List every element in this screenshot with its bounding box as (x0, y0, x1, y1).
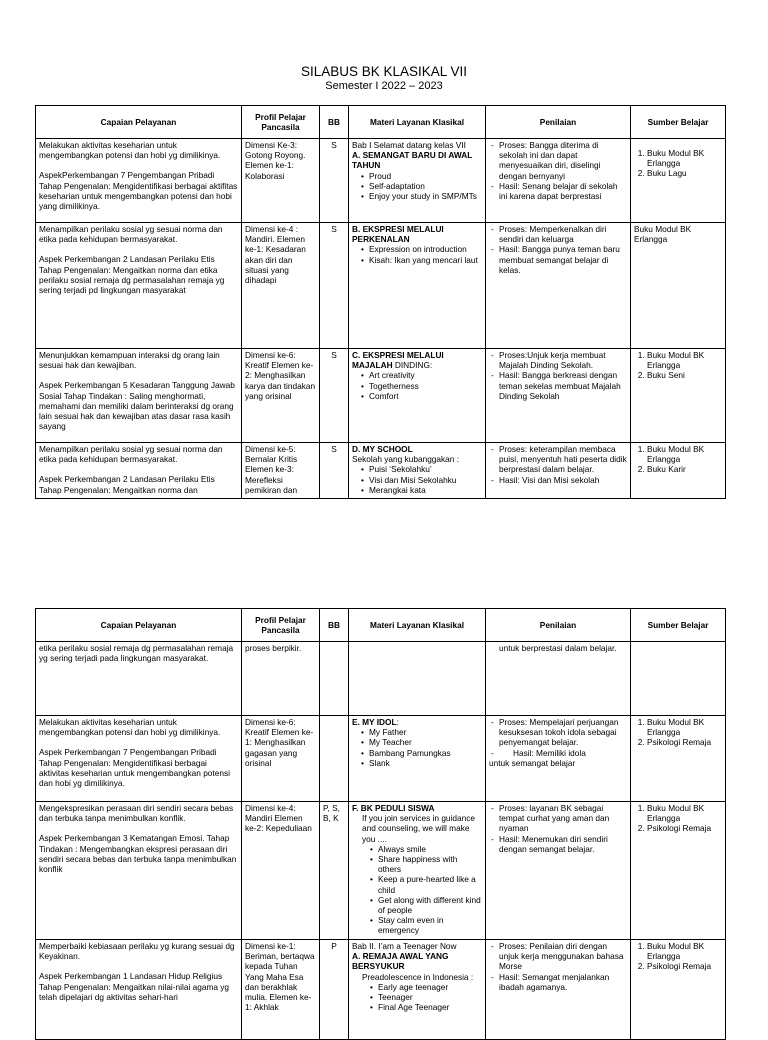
penilaian-proses: - Proses: Bangga diterima di sekolah ini dan dapat menyesuaikan diri, diselingi dengan bernyanyi (499, 140, 627, 181)
capaian-text: Mengekspresikan perasaan diri sendiri secara bebas dan terbuka tanpa menimbulkan konflik. (39, 803, 234, 824)
materi-cell (349, 802, 486, 940)
table-row (36, 716, 726, 802)
materi-cell (349, 443, 486, 499)
capaian-cell (36, 223, 242, 349)
materi-intro: Bab I Selamat datang kelas VII (352, 140, 466, 150)
profil-cell: Dimensi ke-4: Mandiri Elemen ke-2: Kepeduliaan (242, 802, 320, 940)
list-item: • Puisi ‘Sekolahku’ (369, 464, 482, 474)
penilaian-cell (486, 349, 631, 443)
materi-title: E. MY IDOL (352, 717, 397, 727)
bb-cell: S (320, 443, 349, 499)
sumber-item: 1. Buku Modul BK Erlangga (647, 717, 722, 737)
bb-cell: S (320, 223, 349, 349)
list-item: • Share happiness with others (378, 854, 482, 874)
sumber-item: 2. Psikologi Remaja (647, 823, 722, 833)
penilaian-hasil: - Hasil: Bangga punya teman baru membuat semangat belajar di kelas. (499, 244, 627, 275)
penilaian-cell (486, 802, 631, 940)
capaian-text: Menunjukkan kemampuan interaksi dg orang lain sesuai hak dan kewajiban. (39, 350, 220, 371)
penilaian-cell (486, 443, 631, 499)
materi-title: D. MY SCHOOL (352, 444, 413, 454)
capaian-text: Melakukan aktivitas keseharian untuk mengembangkan potensi dan hobi yg dimilikinya. (39, 717, 221, 738)
list-item: • Self-adaptation (369, 181, 482, 191)
list-item: • Always smile (378, 844, 482, 854)
table-row (36, 349, 726, 443)
profil-cell: proses berpikir. (242, 642, 320, 716)
list-item: • Early age teenager (378, 982, 482, 992)
header-profil: Profil Pelajar Pancasila (242, 609, 320, 642)
header-capaian: Capaian Pelayanan (36, 609, 242, 642)
bb-cell (320, 716, 349, 802)
list-item: • Bambang Pamungkas (369, 748, 482, 758)
penilaian-hasil: - Hasil: Menemukan diri sendiri dengan semangat belajar. (499, 834, 627, 854)
sumber-cell (631, 443, 726, 499)
materi-intro: Bab II. I’am a Teenager Now (352, 941, 457, 951)
header-profil: Profil Pelajar Pancasila (242, 106, 320, 139)
table-row (36, 642, 726, 716)
materi-title-suffix: : (396, 717, 399, 727)
syllabus-title: SILABUS BK KLASIKAL VII (300, 64, 468, 79)
capaian-cell: etika perilaku sosial remaja dg permasalahan remaja yg sering terjadi pada lingkungan masyarakat. (36, 642, 242, 716)
sumber-item: 1. Buku Modul BK Erlangga (647, 941, 722, 961)
capaian-aspect: Aspek Perkembangan 2 Landasan Perilaku Etis Tahap Pengenalan: Mengaitkan norma dan (39, 474, 215, 495)
sumber-item: 1. Buku Modul BK Erlangga (647, 350, 722, 370)
sumber-cell (631, 802, 726, 940)
bb-cell: S (320, 349, 349, 443)
list-item: • Kisah: Ikan yang mencari laut (369, 255, 482, 265)
penilaian-hasil: - Hasil: Senang belajar di sekolah ini karena dapat berprestasi (499, 181, 627, 201)
penilaian-cell (486, 139, 631, 223)
materi-cell (349, 349, 486, 443)
sumber-item: 2. Buku Seni (647, 370, 722, 380)
penilaian-proses: - Proses: Penilaian diri dengan unjuk kerja menggunakan bahasa Morse (499, 941, 627, 972)
list-item: • Stay calm even in emergency (378, 915, 482, 935)
capaian-text: Menampilkan perilaku sosial yg sesuai norma dan etika pada kehidupan bermasyarakat. (39, 224, 223, 245)
table-row (36, 139, 726, 223)
sumber-item: 1. Buku Modul BK Erlangga (647, 803, 722, 823)
materi-cell (349, 139, 486, 223)
penilaian-proses: - Proses: Memperkenalkan diri sendiri dan keluarga (499, 224, 627, 244)
penilaian-hasil: - Hasil: Semangat menjalankan ibadah agamanya. (499, 972, 627, 992)
bb-cell: P, S, B, K (320, 802, 349, 940)
header-capaian: Capaian Pelayanan (36, 106, 242, 139)
materi-cell (349, 223, 486, 349)
capaian-aspect: Aspek Perkembangan 1 Landasan Hidup Religius Tahap Pengenalan: Mengaitkan nilai-nilai agama yg telah dipelajari dg aktivitas sehari-hari (39, 971, 230, 1002)
profil-cell: Dimensi ke-1: Beriman, bertaqwa kepada Tuhan Yang Maha Esa dan berakhlak mulia. Elemen ke-1: Akhlak (242, 940, 320, 1040)
capaian-aspect: Aspek Perkembangan 3 Kematangan Emosi. Tahap Tindakan : Mengembangkan ekspresi perasaan diri sendiri secara bebas dan terbuka tanpa menimbulkan konflik (39, 833, 237, 875)
penilaian-cell (486, 642, 631, 716)
materi-cell (349, 642, 486, 716)
semester-subtitle: Semester I 2022 – 2023 (325, 80, 443, 92)
list-item: • Slank (369, 758, 482, 768)
penilaian-proses: - Proses: Mempelajari perjuangan kesuksesan tokoh idola sebagai penyemangat belajar. (499, 717, 627, 748)
materi-cell (349, 716, 486, 802)
header-penilaian: Penilaian (486, 609, 631, 642)
sumber-cell (631, 349, 726, 443)
capaian-cell (36, 940, 242, 1040)
table-row (36, 940, 726, 1040)
profil-cell: Dimensi ke-6: Kreatif Elemen ke-1: Menghasilkan gagasan yang orisinal (242, 716, 320, 802)
list-item: • Proud (369, 171, 482, 181)
header-bb: BB (320, 106, 349, 139)
sumber-cell (631, 139, 726, 223)
sumber-item: 2. Buku Lagu (647, 168, 722, 178)
syllabus-table-2 (35, 608, 726, 1040)
list-item: • Final Age Teenager (378, 1002, 482, 1012)
sumber-item: 2. Psikologi Remaja (647, 961, 722, 971)
materi-subtitle: If you join services in guidance and counseling, we will make you .... (362, 813, 475, 844)
sumber-item: 2. Psikologi Remaja (647, 737, 722, 747)
syllabus-table-1 (35, 105, 726, 499)
list-item: • Art creativity (369, 370, 482, 380)
sumber-item: 2. Buku Karir (647, 464, 722, 474)
materi-subtitle: Preadolescence in Indonesia : (362, 971, 474, 982)
capaian-aspect: Aspek Perkembangan 2 Landasan Perilaku Etis Tahap Pengenalan: Mengaitkan norma dan etika perilaku sosial remaja dg permasalahan remaja yg sering terjadi pd lingkungan masyarakat (39, 254, 225, 296)
sumber-cell (631, 642, 726, 716)
capaian-cell (36, 349, 242, 443)
penilaian-hasil: - Hasil: Bangga berkreasi dengan teman sekelas membuat Majalah Dinding Sekolah (499, 370, 627, 401)
materi-title: F. BK PEDULI SISWA (352, 803, 435, 813)
list-item: • Togetherness (369, 381, 482, 391)
penilaian-continuation: untuk berprestasi dalam belajar. (499, 643, 617, 653)
bb-cell: P (320, 940, 349, 1040)
penilaian-proses: - Proses:Unjuk kerja membuat Majalah Dinding Sekolah. (499, 350, 627, 370)
sumber-cell (631, 716, 726, 802)
materi-title: A. REMAJA AWAL YANG BERSYUKUR (352, 951, 449, 972)
header-materi: Materi Layanan Klasikal (349, 106, 486, 139)
list-item: • My Father (369, 727, 482, 737)
capaian-text: Menampilkan perilaku sosial yg sesuai norma dan etika pada kehidupan bermasyarakat. (39, 444, 223, 465)
header-penilaian: Penilaian (486, 106, 631, 139)
profil-cell: Dimensi ke-5: Bernalar Kritis Elemen ke-3: Merefleksi pemikiran dan (242, 443, 320, 499)
header-materi: Materi Layanan Klasikal (349, 609, 486, 642)
materi-title: C. EKSPRESI MELALUI MAJALAH (352, 350, 444, 371)
list-item: • Keep a pure-hearted like a child (378, 874, 482, 894)
penilaian-cell (486, 223, 631, 349)
capaian-aspect: AspekPerkembangan 7 Pengembangan Pribadi Tahap Pengenalan: Mengidentifikasi berbagai aktifitas keseharian untuk mengembangkan potensi dan hobi yang dimilikinya. (39, 170, 238, 212)
penilaian-hasil: - Hasil: Visi dan Misi sekolah (499, 475, 627, 485)
list-item: • Expression on introduction (369, 244, 482, 254)
capaian-aspect: Aspek Perkembangan 7 Pengembangan Pribadi Tahap Pengenalan: Mengidentifikasi berbagai aktivitas keseharian untuk mengembangkan potensi dan hobi yg dimilikinya. (39, 747, 230, 789)
header-bb: BB (320, 609, 349, 642)
table-row (36, 443, 726, 499)
materi-title-suffix: DINDING: (392, 360, 433, 371)
table-row (36, 802, 726, 940)
penilaian-hasil-continuation: untuk semangat belajar (489, 757, 576, 768)
profil-cell: Dimensi ke-4 : Mandiri. Elemen ke-1: Kesadaran akan diri dan situasi yang dihadapi (242, 223, 320, 349)
sumber-cell: Buku Modul BK Erlangga (631, 223, 726, 349)
list-item: • Merangkai kata (369, 485, 482, 495)
header-sumber: Sumber Belajar (631, 106, 726, 139)
list-item: • Comfort (369, 391, 482, 401)
materi-title: A. SEMANGAT BARU DI AWAL TAHUN (352, 150, 473, 171)
list-item: • Enjoy your study in SMP/MTs (369, 191, 482, 201)
capaian-text: Memperbaiki kebiasaan perilaku yg kurang sesuai dg Keyakinan. (39, 941, 235, 962)
penilaian-cell (486, 716, 631, 802)
table-header-row (36, 106, 726, 139)
penilaian-cell (486, 940, 631, 1040)
sumber-cell (631, 940, 726, 1040)
materi-title: B. EKSPRESI MELALUI PERKENALAN (352, 224, 444, 245)
materi-cell (349, 940, 486, 1040)
materi-subtitle: Sekolah yang kubanggakan : (352, 454, 460, 465)
list-item: • Get along with different kind of people (378, 895, 482, 915)
capaian-aspect: Aspek Perkembangan 5 Kesadaran Tanggung Jawab Sosial Tahap Tindakan : Saling menghormati, memahami dan memiliki dalam berinteraksi dg orang lain sesuai hak dan kewajiban atas dasar rasa kasih sayang (39, 380, 235, 432)
header-sumber: Sumber Belajar (631, 609, 726, 642)
list-item: • Teenager (378, 992, 482, 1002)
profil-cell: Dimensi Ke-3: Gotong Royong. Elemen ke-1: Kolaborasi (242, 139, 320, 223)
bb-cell (320, 642, 349, 716)
table-header-row (36, 609, 726, 642)
list-item: • Visi dan Misi Sekolahku (369, 475, 482, 485)
sumber-item: 1. Buku Modul BK Erlangga (647, 148, 722, 168)
capaian-cell (36, 802, 242, 940)
list-item: • My Teacher (369, 737, 482, 747)
penilaian-proses: - Proses: keterampilan membaca puisi, menyentuh hati peserta didik berprestasi dalam belajar. (499, 444, 627, 475)
capaian-cell (36, 716, 242, 802)
capaian-cell (36, 139, 242, 223)
penilaian-proses: - Proses: layanan BK sebagai tempat curhat yang aman dan nyaman (499, 803, 627, 834)
capaian-text: Melakukan aktivitas keseharian untuk mengembangkan potensi dan hobi yg dimilikinya. (39, 140, 221, 161)
penilaian-hasil: - Hasil: Memiliki idola (499, 748, 627, 758)
table-row (36, 223, 726, 349)
sumber-item: 1. Buku Modul BK Erlangga (647, 444, 722, 464)
profil-cell: Dimensi ke-6: Kreatif Elemen ke-2: Menghasilkan karya dan tindakan yang orisinal (242, 349, 320, 443)
bb-cell: S (320, 139, 349, 223)
capaian-cell (36, 443, 242, 499)
